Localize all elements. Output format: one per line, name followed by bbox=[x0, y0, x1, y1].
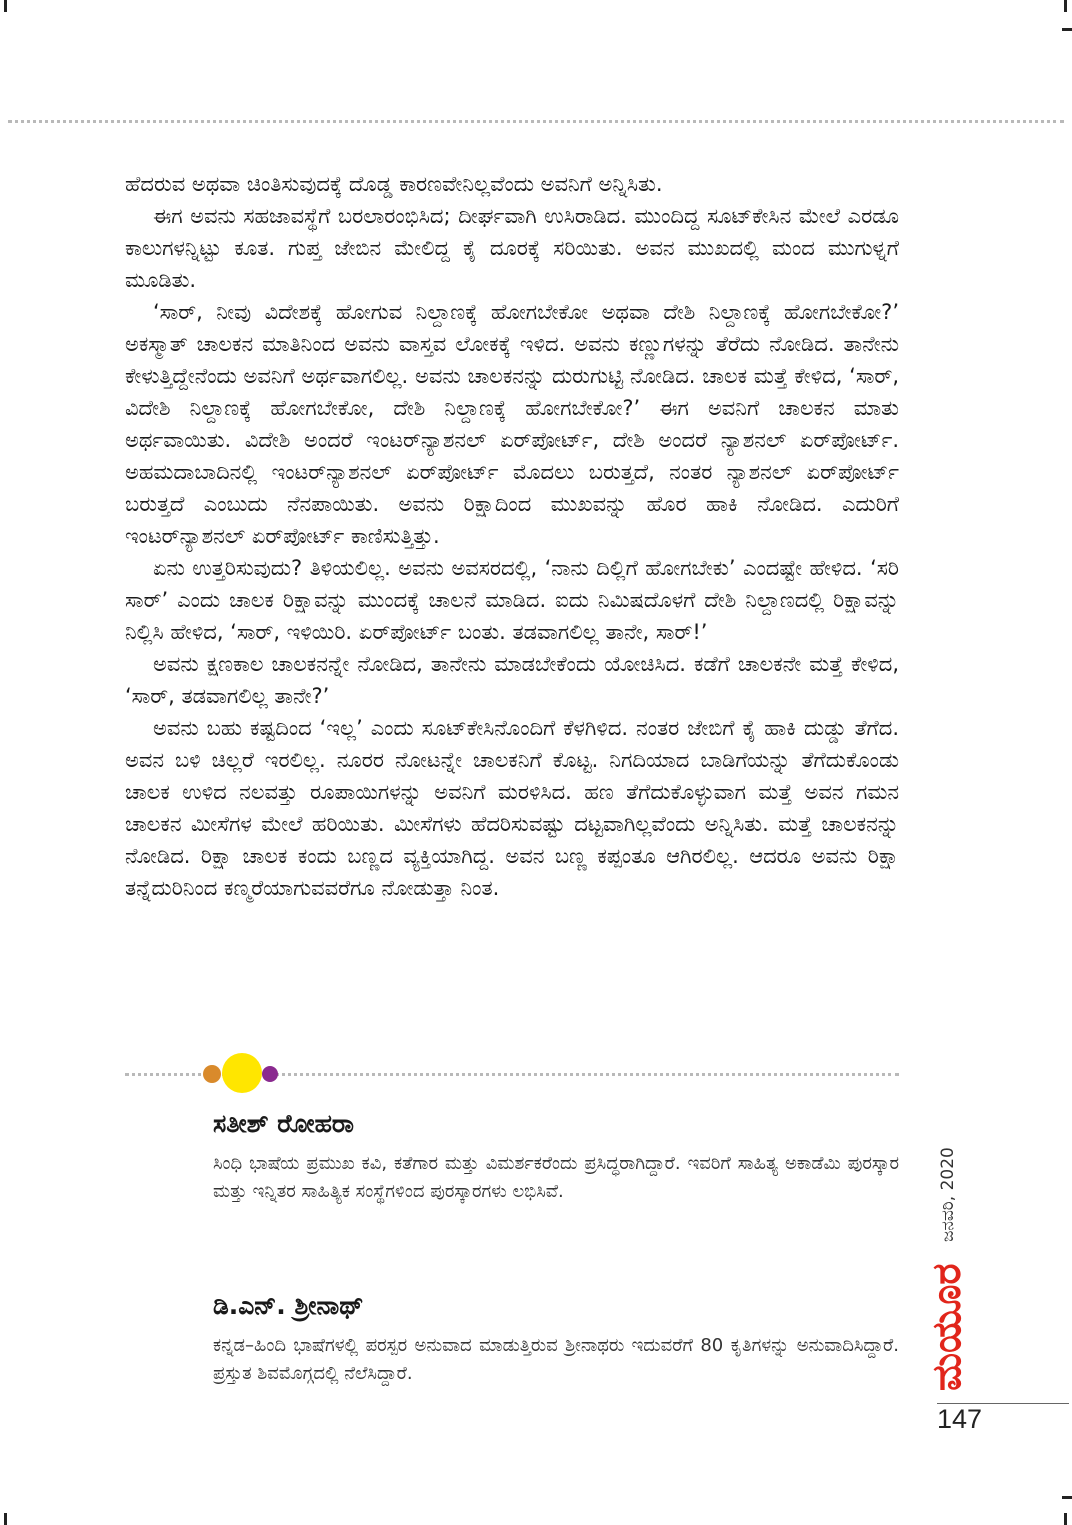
story-paragraph: ಏನು ಉತ್ತರಿಸುವುದು? ತಿಳಿಯಲಿಲ್ಲ. ಅವನು ಅವಸರದಲ್ಲಿ, ‘ನಾನು ದಿಲ್ಲಿಗೆ ಹೋಗಬೇಕು’ ಎಂದಷ್ಟೇ ಹೇಳಿದ. ‘ಸರಿ ಸಾರ್’ ಎಂದು ಚಾಲಕ ರಿಕ್ಷಾವನ್ನು ಮುಂದಕ್ಕೆ ಚಾಲನೆ ಮಾಡಿದ. ಐದು ನಿಮಿಷದೊಳಗೆ ದೇಶಿ ನಿಲ್ದಾಣದಲ್ಲಿ ರಿಕ್ಷಾವನ್ನು ನಿಲ್ಲಿಸಿ ಹೇಳಿದ, ‘ಸಾರ್, ಇಳಿಯಿರಿ. ಏರ್‌ಪೋರ್ಟ್ ಬಂತು. ತಡವಾಗಲಿಲ್ಲ ತಾನೇ, ಸಾರ್!’ bbox=[125, 556, 899, 644]
crop-mark-bottom-left bbox=[4, 1513, 7, 1525]
page-number: 147 bbox=[937, 1404, 983, 1434]
translator-name: ಡಿ.ಎನ್. ಶ್ರೀನಾಥ್ bbox=[213, 1291, 364, 1320]
story-paragraph: ಅವನು ಬಹು ಕಷ್ಟದಿಂದ ‘ಇಲ್ಲ’ ಎಂದು ಸೂಟ್‌ಕೇಸಿನೊಂದಿಗೆ ಕೆಳಗಿಳಿದ. ನಂತರ ಜೇಬಿಗೆ ಕೈ ಹಾಕಿ ದುಡ್ಡು ತೆಗೆದ. ಅವನ ಬಳಿ ಚಿಲ್ಲರೆ ಇರಲಿಲ್ಲ. ನೂರರ ನೋಟನ್ನೇ ಚಾಲಕನಿಗೆ ಕೊಟ್ಟ. ನಿಗದಿಯಾದ ಬಾಡಿಗೆಯನ್ನು ತೆಗೆದುಕೊಂಡು ಚಾಲಕ ಉಳಿದ ನಲವತ್ತು ರೂಪಾಯಿಗಳನ್ನು ಅವನಿಗೆ ಮರಳಿಸಿದ. ಹಣ ತೆಗೆದುಕೊಳ್ಳುವಾಗ ಮತ್ತೆ ಅವನ ಗಮನ ಚಾಲಕನ ಮೀಸೆಗಳ ಮೇಲೆ ಹರಿಯಿತು. ಮೀಸೆಗಳು ಹೆದರಿಸುವಷ್ಟು ದಟ್ಟವಾಗಿಲ್ಲವೆಂದು ಅನ್ನಿಸಿತು. ಮತ್ತೆ ಚಾಲಕನನ್ನು ನೋಡಿದ. ರಿಕ್ಷಾ ಚಾಲಕ ಕಂದು ಬಣ್ಣದ ವ್ಯಕ್ತಿಯಾಗಿದ್ದ. ಅವನ ಬಣ್ಣ ಕಪ್ಪಂತೂ ಆಗಿರಲಿಲ್ಲ. ಆದರೂ ಅವನು ರಿಕ್ಷಾ ತನ್ನೆದುರಿನಿಂದ ಕಣ್ಮರೆಯಾಗುವವರೆಗೂ ನೋಡುತ್ತಾ ನಿಂತ. bbox=[125, 716, 899, 900]
crop-mark-right-lower bbox=[1062, 1496, 1072, 1499]
decor-dot-purple bbox=[262, 1066, 278, 1082]
story-paragraph: ಈಗ ಅವನು ಸಹಜಾವಸ್ಥೆಗೆ ಬರಲಾರಂಭಿಸಿದ; ದೀರ್ಘವಾಗಿ ಉಸಿರಾಡಿದ. ಮುಂದಿದ್ದ ಸೂಟ್‌ಕೇಸಿನ ಮೇಲೆ ಎರಡೂ ಕಾಲುಗಳನ್ನಿಟ್ಟು ಕೂತ. ಗುಪ್ತ ಜೇಬಿನ ಮೇಲಿದ್ದ ಕೈ ದೂರಕ್ಕೆ ಸರಿಯಿತು. ಅವನ ಮುಖದಲ್ಲಿ ಮಂದ ಮುಗುಳ್ನಗೆ ಮೂಡಿತು. bbox=[125, 204, 899, 292]
story-paragraph: ಹೆದರುವ ಅಥವಾ ಚಿಂತಿಸುವುದಕ್ಕೆ ದೊಡ್ಡ ಕಾರಣವೇನಿಲ್ಲವೆಂದು ಅವನಿಗೆ ಅನ್ನಿಸಿತು. bbox=[125, 172, 663, 196]
crop-mark-top-right bbox=[1064, 0, 1067, 12]
decor-dot-orange bbox=[203, 1065, 221, 1083]
story-paragraph: ‘ಸಾರ್, ನೀವು ವಿದೇಶಕ್ಕೆ ಹೋಗುವ ನಿಲ್ದಾಣಕ್ಕೆ ಹೋಗಬೇಕೋ ಅಥವಾ ದೇಶಿ ನಿಲ್ದಾಣಕ್ಕೆ ಹೋಗಬೇಕೋ?’ ಅಕಸ್ಮಾತ್ ಚಾಲಕನ ಮಾತಿನಿಂದ ಅವನು ವಾಸ್ತವ ಲೋಕಕ್ಕೆ ಇಳಿದ. ಅವನು ಕಣ್ಣುಗಳನ್ನು ತೆರೆದು ನೋಡಿದ. ತಾನೇನು ಕೇಳುತ್ತಿದ್ದೇನೆಂದು ಅವನಿಗೆ ಅರ್ಥವಾಗಲಿಲ್ಲ. ಅವನು ಚಾಲಕನನ್ನು ದುರುಗುಟ್ಟಿ ನೋಡಿದ. ಚಾಲಕ ಮತ್ತೆ ಕೇಳಿದ, ‘ಸಾರ್, ವಿದೇಶಿ ನಿಲ್ದಾಣಕ್ಕೆ ಹೋಗಬೇಕೋ, ದೇಶಿ ನಿಲ್ದಾಣಕ್ಕೆ ಹೋಗಬೇಕೋ?’ ಈಗ ಅವನಿಗೆ ಚಾಲಕನ ಮಾತು ಅರ್ಥವಾಯಿತು. ವಿದೇಶಿ ಅಂದರೆ ಇಂಟರ್‌ನ್ಯಾಶನಲ್ ಏರ್‌ಪೋರ್ಟ್, ದೇಶಿ ಅಂದರೆ ನ್ಯಾಶನಲ್ ಏರ್‌ಪೋರ್ಟ್. ಅಹಮದಾಬಾದಿನಲ್ಲಿ ಇಂಟರ್‌ನ್ಯಾಶನಲ್ ಏರ್‌ಪೋರ್ಟ್ ಮೊದಲು ಬರುತ್ತದೆ, ನಂತರ ನ್ಯಾಶನಲ್ ಏರ್‌ಪೋರ್ಟ್ ಬರುತ್ತದೆ ಎಂಬುದು ನೆನಪಾಯಿತು. ಅವನು ರಿಕ್ಷಾದಿಂದ ಮುಖವನ್ನು ಹೊರ ಹಾಕಿ ನೋಡಿದ. ಎದುರಿಗೆ ಇಂಟರ್‌ನ್ಯಾಶನಲ್ ಏರ್‌ಪೋರ್ಟ್ ಕಾಣಿಸುತ್ತಿತ್ತು. bbox=[125, 300, 899, 548]
crop-mark-bottom-right bbox=[1064, 1513, 1067, 1525]
decor-dot-yellow bbox=[222, 1053, 262, 1093]
translator-bio bbox=[213, 1290, 899, 1388]
author-bio bbox=[213, 1108, 899, 1206]
story-paragraph: ಅವನು ಕ್ಷಣಕಾಲ ಚಾಲಕನನ್ನೇ ನೋಡಿದ, ತಾನೇನು ಮಾಡಬೇಕೆಂದು ಯೋಚಿಸಿದ. ಕಡೆಗೆ ಚಾಲಕನೇ ಮತ್ತೆ ಕೇಳಿದ, ‘ಸಾರ್, ತಡವಾಗಲಿಲ್ಲ ತಾನೇ?’ bbox=[125, 652, 899, 708]
issue-date: ಜನವರಿ, 2020 bbox=[938, 1147, 958, 1242]
story-body bbox=[125, 168, 899, 904]
author-description: ಸಿಂಧಿ ಭಾಷೆಯ ಪ್ರಮುಖ ಕವಿ, ಕತೆಗಾರ ಮತ್ತು ವಿಮರ್ಶಕರೆಂದು ಪ್ರಸಿದ್ಧರಾಗಿದ್ದಾರೆ. ಇವರಿಗೆ ಸಾಹಿತ್ಯ ಅಕಾಡೆಮಿ ಪುರಸ್ಕಾರ ಮತ್ತು ಇನ್ನಿತರ ಸಾಹಿತ್ಯಿಕ ಸಂಸ್ಥೆಗಳಿಂದ ಪುರಸ್ಕಾರಗಳು ಲಭಿಸಿವೆ. bbox=[213, 1153, 899, 1202]
crop-mark-top-left bbox=[4, 0, 7, 12]
translator-description: ಕನ್ನಡ–ಹಿಂದಿ ಭಾಷೆಗಳಲ್ಲಿ ಪರಸ್ಪರ ಅನುವಾದ ಮಾಡುತ್ತಿರುವ ಶ್ರೀನಾಥರು ಇದುವರೆಗೆ 80 ಕೃತಿಗಳನ್ನು ಅನುವಾದಿಸಿದ್ದಾರೆ. ಪ್ರಸ್ತುತ ಶಿವಮೊಗ್ಗದಲ್ಲಿ ನೆಲೆಸಿದ್ದಾರೆ. bbox=[213, 1335, 899, 1384]
author-name: ಸತೀಶ್ ರೋಹರಾ bbox=[213, 1109, 354, 1138]
magazine-logo: ಮಯೂರ bbox=[924, 1263, 970, 1391]
crop-mark-right-upper bbox=[1062, 28, 1072, 31]
top-dotted-rule bbox=[8, 120, 1064, 123]
